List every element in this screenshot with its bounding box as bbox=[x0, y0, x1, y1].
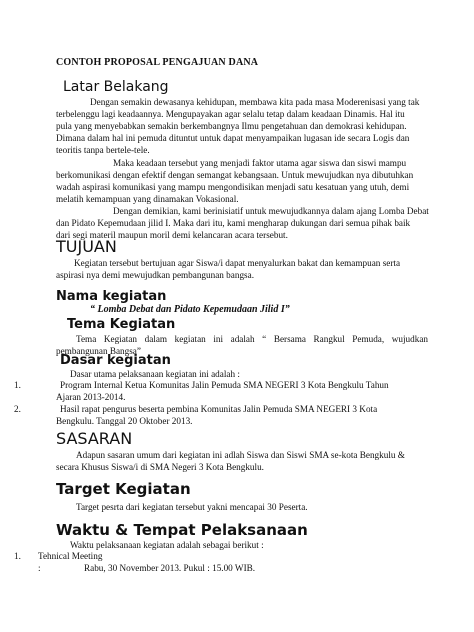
list-number: 1. bbox=[14, 551, 21, 561]
heading-nama-kegiatan: Nama kegiatan bbox=[56, 289, 167, 304]
colon-separator: : bbox=[38, 563, 41, 573]
body-line: Target pesrta dari kegiatan tersebut yakni mencapai 30 Peserta. bbox=[76, 502, 308, 512]
body-line: terbelenggu lagi keadaannya. Mengupayakan agar selalu tetap dalam keadaan Dinamis. Hal itu bbox=[56, 109, 405, 119]
list-item-label: Tehnical Meeting bbox=[38, 551, 103, 561]
body-line: teoritis tanpa bertele-tele. bbox=[56, 145, 150, 155]
body-line: pembangunan Bangsa” bbox=[56, 346, 141, 356]
event-name: “ Lomba Debat dan Pidato Kepemudaan Jilid I” bbox=[90, 304, 290, 315]
body-line: dan Pidato Kepemudaan jilid I. Maka dari itu, kami mengharap dukungan dari semua pihak baik bbox=[56, 218, 411, 228]
body-line: berkomunikasi dengan efektif dengan semangat kebangsaan. Untuk mewujudkan nya dibutuhkan bbox=[56, 170, 414, 180]
body-line: Kegiatan tersebut bertujuan agar Siswa/i dapat menyalurkan bakat dan kemampuan serta bbox=[74, 258, 401, 268]
heading-tujuan: TUJUAN bbox=[56, 237, 117, 256]
body-line: Dengan demikian, kami berinisiatif untuk mewujudkannya dalam ajang Lomba Debat bbox=[113, 206, 429, 216]
list-item-line: Ajaran 2013-2014. bbox=[56, 392, 126, 402]
document-title: CONTOH PROPOSAL PENGAJUAN DANA bbox=[56, 57, 259, 68]
body-line: Maka keadaan tersebut yang menjadi faktor utama agar siswa dan siswi mampu bbox=[113, 158, 407, 168]
body-line: Dasar utama pelaksanaan kegiatan ini adalah : bbox=[70, 369, 240, 379]
body-line: aspirasi nya demi mewujudkan pembangunan bangsa. bbox=[56, 270, 254, 280]
body-line: melatih kemampuan yang dinamakan Vokasional. bbox=[56, 194, 239, 204]
heading-sasaran: SASARAN bbox=[56, 429, 133, 448]
heading-tema-kegiatan: Tema Kegiatan bbox=[67, 317, 176, 332]
heading-dasar-kegiatan: Dasar kegiatan bbox=[60, 353, 171, 368]
body-line: wadah aspirasi komunikasi yang mampu mengondisikan menjadi satu kesatuan yang utuh, demi bbox=[56, 182, 410, 192]
heading-latar-belakang: Latar Belakang bbox=[63, 79, 169, 95]
body-line: pula yang menyebabkan semakin berkembangnya Ilmu pengetahuan dan demokrasi kehidupan. bbox=[56, 121, 407, 131]
list-item-line: Program Internal Ketua Komunitas Jalin Pemuda SMA NEGERI 3 Kota Bengkulu Tahun bbox=[60, 380, 389, 390]
heading-target-kegiatan: Target Kegiatan bbox=[56, 480, 191, 498]
list-number: 1. bbox=[14, 380, 21, 390]
list-item-line: Bengkulu. Tanggal 20 Oktober 2013. bbox=[56, 416, 193, 426]
body-line: dari segi materil maupun moril demi kelancaran acara tersebut. bbox=[56, 230, 288, 240]
list-number: 2. bbox=[14, 404, 21, 414]
body-line: Dimana dalam hal ini pemuda dituntut untuk dapat menyampaikan lugasan ide secara Logis dan bbox=[56, 133, 410, 143]
body-line: Tema Kegiatan dalam kegiatan ini adalah “ Bersama Rangkul Pemuda, wujudkan bbox=[76, 334, 428, 344]
body-line: Waktu pelaksanaan kegiatan adalah sebagai berikut : bbox=[70, 540, 264, 550]
body-line: Dengan semakin dewasanya kehidupan, membawa kita pada masa Moderenisasi yang tak bbox=[90, 97, 420, 107]
list-item-line: Hasil rapat pengurus beserta pembina Komunitas Jalin Pemuda SMA NEGERI 3 Kota bbox=[60, 404, 378, 414]
heading-waktu-tempat: Waktu & Tempat Pelaksanaan bbox=[56, 521, 308, 539]
body-line: secara Khusus Siswa/i di SMA Negeri 3 Kota Bengkulu. bbox=[56, 462, 264, 472]
body-line: Adapun sasaran umum dari kegiatan ini adlah Siswa dan Siswi SMA se-kota Bengkulu & bbox=[76, 450, 405, 460]
list-item-detail: Rabu, 30 November 2013. Pukul : 15.00 WIB. bbox=[84, 563, 256, 573]
